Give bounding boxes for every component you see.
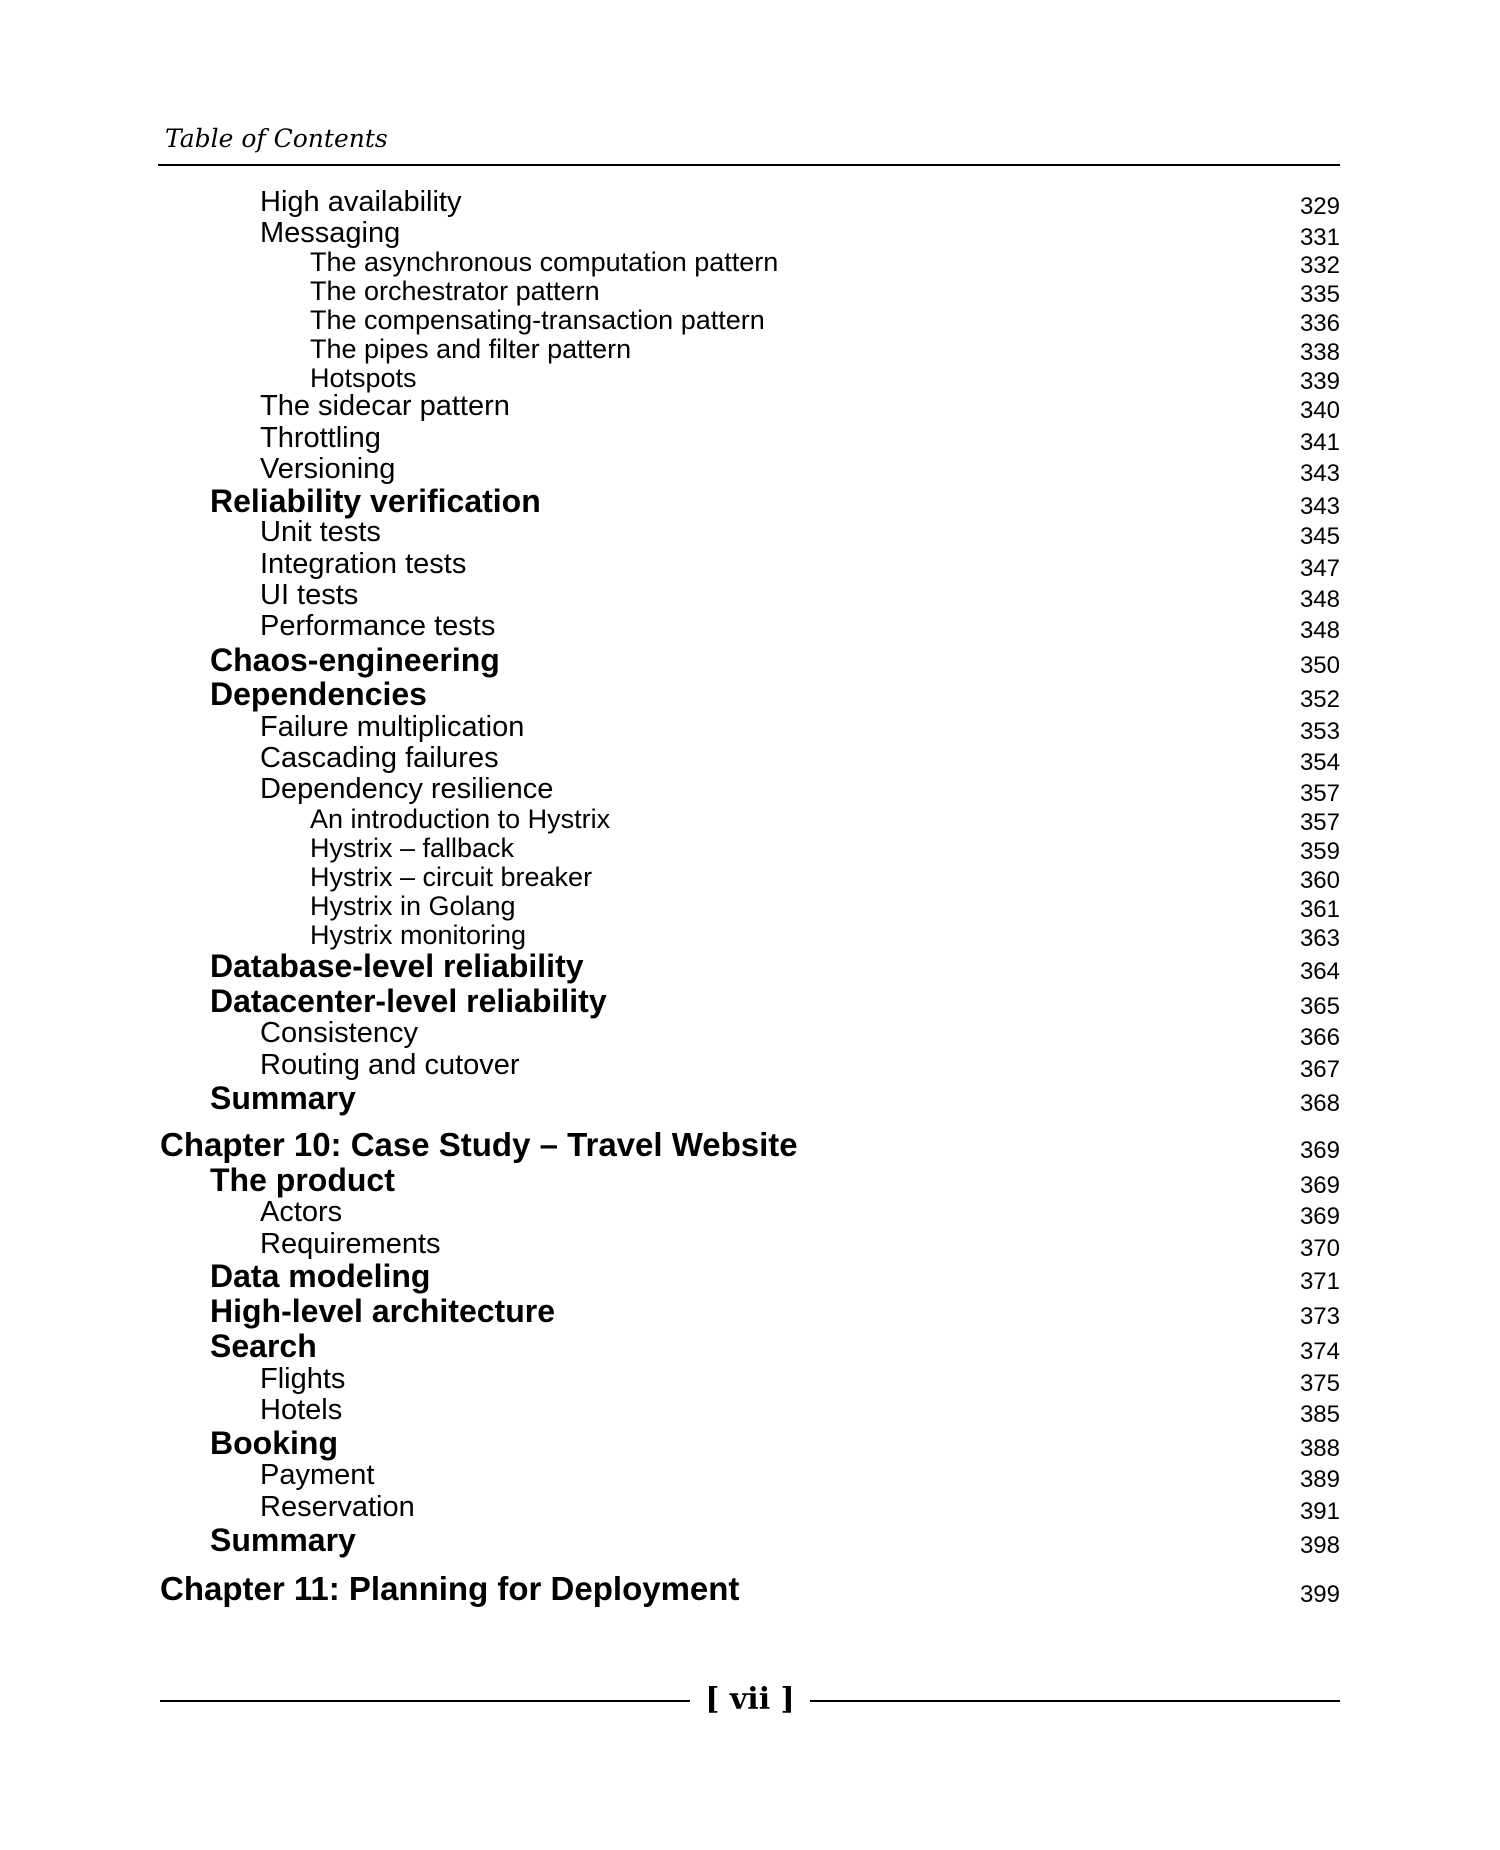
toc-entry[interactable] — [0, 547, 1500, 581]
toc-entry-title: High-level architecture — [210, 1293, 555, 1329]
toc-entry[interactable] — [0, 1082, 1500, 1116]
toc-entry[interactable] — [0, 389, 1500, 423]
toc-entry-page: 360 — [1299, 867, 1340, 894]
toc-entry[interactable] — [0, 1126, 1500, 1164]
toc-entry-page: 353 — [1299, 718, 1340, 745]
toc-entry[interactable] — [0, 578, 1500, 612]
toc-entry-page: 331 — [1299, 224, 1340, 251]
toc-entry-page: 332 — [1299, 252, 1340, 279]
toc-entry-title: Consistency — [260, 1017, 418, 1049]
toc-entry-title: Database-level reliability — [210, 948, 584, 984]
toc-entry-page: 369 — [1299, 1203, 1340, 1230]
toc-entry-page: 373 — [1299, 1303, 1340, 1330]
toc-entry-page: 335 — [1299, 281, 1340, 308]
toc-entry[interactable] — [0, 1570, 1500, 1608]
toc-entry-page: 368 — [1299, 1090, 1340, 1117]
toc-entry-title: The orchestrator pattern — [310, 276, 600, 306]
toc-entry-title: Versioning — [260, 453, 396, 485]
toc-entry-page: 357 — [1299, 809, 1340, 836]
toc-entry-title: Hystrix monitoring — [310, 920, 527, 950]
toc-entry-title: Reliability verification — [210, 483, 541, 519]
toc-entry-title: Hystrix – circuit breaker — [310, 862, 593, 892]
toc-entry-page: 399 — [1299, 1581, 1340, 1608]
toc-entry-page: 369 — [1299, 1137, 1340, 1164]
toc-entry-title: Failure multiplication — [260, 711, 525, 743]
toc-entry[interactable] — [0, 485, 1500, 519]
toc-entry-title: Reservation — [260, 1491, 415, 1523]
footer-divider-right — [810, 1700, 1340, 1702]
toc-entry-page: 398 — [1299, 1532, 1340, 1559]
toc-entry[interactable] — [0, 1490, 1500, 1524]
toc-entry[interactable] — [0, 185, 1500, 219]
toc-entry[interactable] — [0, 515, 1500, 549]
toc-entry-title: The product — [210, 1162, 395, 1198]
toc-entry-page: 339 — [1299, 368, 1340, 395]
toc-entry-page: 340 — [1299, 397, 1340, 424]
toc-entry-title: Integration tests — [260, 548, 467, 580]
toc-entry[interactable] — [0, 421, 1500, 455]
toc-entry-page: 359 — [1299, 838, 1340, 865]
toc-entry[interactable] — [0, 1427, 1500, 1461]
toc-entry-title: Messaging — [260, 217, 401, 249]
toc-entry-page: 385 — [1299, 1401, 1340, 1428]
toc-entry-page: 361 — [1299, 896, 1340, 923]
toc-entry-page: 367 — [1299, 1056, 1340, 1083]
toc-entry[interactable] — [0, 1195, 1500, 1229]
toc-entry-page: 375 — [1299, 1370, 1340, 1397]
toc-entry-page: 350 — [1299, 652, 1340, 679]
toc-entry-page: 374 — [1299, 1338, 1340, 1365]
toc-entry[interactable] — [0, 1362, 1500, 1396]
toc-entry[interactable] — [0, 1048, 1500, 1082]
toc-entry-page: 348 — [1299, 586, 1340, 613]
toc-entry-title: Chaos-engineering — [210, 642, 500, 678]
toc-entry[interactable] — [0, 917, 1500, 951]
toc-entry-page: 366 — [1299, 1024, 1340, 1051]
toc-entry-title: Hotels — [260, 1394, 343, 1426]
toc-entry-title: Search — [210, 1328, 317, 1364]
running-header-title: Table of Contents — [165, 124, 388, 153]
toc-entry[interactable] — [0, 950, 1500, 984]
toc-entry-title: The pipes and filter pattern — [310, 334, 632, 364]
toc-entry[interactable] — [0, 644, 1500, 678]
toc-entry-page: 345 — [1299, 523, 1340, 550]
toc-entry-page: 343 — [1299, 493, 1340, 520]
toc-entry-page: 371 — [1299, 1268, 1340, 1295]
toc-entry-title: High availability — [260, 186, 462, 218]
page-number: [ vii ] — [705, 1682, 795, 1717]
toc-entry-title: Hystrix in Golang — [310, 891, 516, 921]
toc-entry-page: 338 — [1299, 339, 1340, 366]
toc-entry[interactable] — [0, 1260, 1500, 1294]
toc-entry-page: 341 — [1299, 429, 1340, 456]
toc-entry[interactable] — [0, 452, 1500, 486]
toc-entry-title: The asynchronous computation pattern — [310, 247, 779, 277]
toc-entry-title: Unit tests — [260, 516, 381, 548]
toc-entry[interactable] — [0, 1016, 1500, 1050]
toc-entry-page: 369 — [1299, 1172, 1340, 1199]
toc-entry[interactable] — [0, 1524, 1500, 1558]
toc-entry-title: Summary — [210, 1080, 356, 1116]
toc-entry-title: Datacenter-level reliability — [210, 983, 607, 1019]
toc-entry-title: Payment — [260, 1459, 375, 1491]
toc-entry[interactable] — [0, 741, 1500, 775]
toc-entry[interactable] — [0, 1393, 1500, 1427]
footer-divider-left — [160, 1700, 690, 1702]
toc-entry-page: 365 — [1299, 993, 1340, 1020]
toc-entry-title: Booking — [210, 1425, 338, 1461]
toc-entry-page: 348 — [1299, 617, 1340, 644]
toc-entry[interactable] — [0, 609, 1500, 643]
toc-entry-title: Chapter 10: Case Study – Travel Website — [160, 1126, 798, 1163]
toc-entry-page: 354 — [1299, 749, 1340, 776]
toc-entry-title: An introduction to Hystrix — [310, 804, 611, 834]
toc-entry[interactable] — [0, 1458, 1500, 1492]
toc-entry-page: 363 — [1299, 925, 1340, 952]
toc-entry-title: Chapter 11: Planning for Deployment — [160, 1570, 740, 1607]
toc-entry-page: 391 — [1299, 1498, 1340, 1525]
toc-entry-page: 343 — [1299, 460, 1340, 487]
toc-entry-page: 370 — [1299, 1235, 1340, 1262]
toc-entry[interactable] — [0, 1295, 1500, 1329]
toc-entry-page: 357 — [1299, 780, 1340, 807]
toc-entry-title: Dependencies — [210, 676, 427, 712]
toc-entry[interactable] — [0, 678, 1500, 712]
toc-entry[interactable] — [0, 985, 1500, 1019]
toc-entry[interactable] — [0, 1164, 1500, 1198]
toc-entry-page: 347 — [1299, 555, 1340, 582]
toc-entry-title: Routing and cutover — [260, 1049, 520, 1081]
toc-entry[interactable] — [0, 1330, 1500, 1364]
toc-entry-title: Hotspots — [310, 363, 417, 393]
toc-entry-title: Dependency resilience — [260, 773, 554, 805]
toc-entry[interactable] — [0, 710, 1500, 744]
toc-entry-page: 336 — [1299, 310, 1340, 337]
toc-entry-page: 352 — [1299, 686, 1340, 713]
toc-entry-page: 364 — [1299, 958, 1340, 985]
toc-entry-title: Throttling — [260, 422, 381, 454]
toc-entry-title: Requirements — [260, 1228, 441, 1260]
toc-entry-title: The sidecar pattern — [260, 390, 510, 422]
toc-entry-title: Flights — [260, 1363, 346, 1395]
toc-entry-title: The compensating-transaction pattern — [310, 305, 765, 335]
toc-entry[interactable] — [0, 1227, 1500, 1261]
toc-entry-page: 388 — [1299, 1435, 1340, 1462]
toc-entry-title: Cascading failures — [260, 742, 499, 774]
toc-entry-title: Hystrix – fallback — [310, 833, 515, 863]
toc-entry-page: 389 — [1299, 1466, 1340, 1493]
toc-entry-title: Data modeling — [210, 1258, 431, 1294]
toc-entry-page: 329 — [1299, 193, 1340, 220]
toc-entry-title: Performance tests — [260, 610, 496, 642]
toc-entry-title: Summary — [210, 1522, 356, 1558]
toc-entry-title: Actors — [260, 1196, 343, 1228]
toc-entry-title: UI tests — [260, 579, 359, 611]
